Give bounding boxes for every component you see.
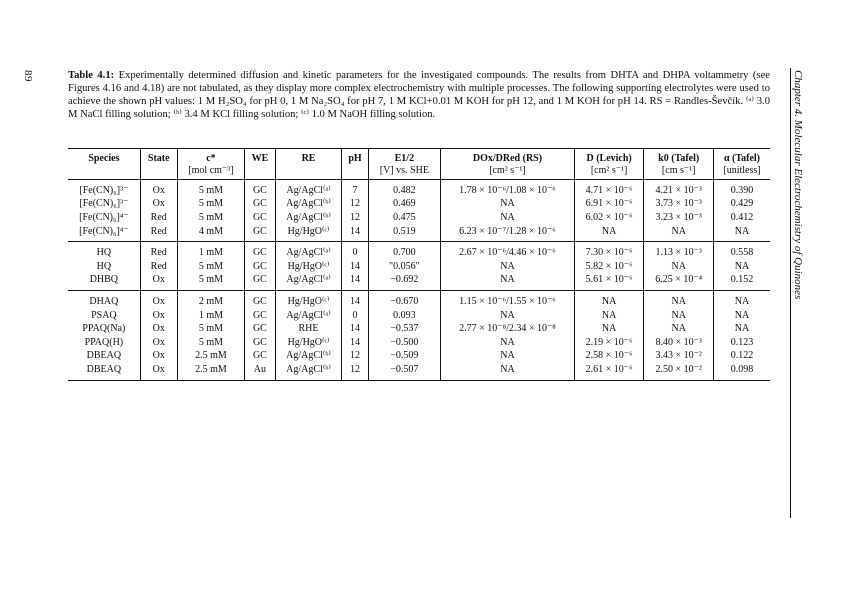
table-cell: 7.30 × 10⁻⁶ — [574, 242, 644, 260]
units-cell — [275, 165, 342, 180]
table-cell: 12 — [342, 198, 368, 212]
table-cell: 2.67 × 10⁻⁶/4.46 × 10⁻⁶ — [441, 242, 575, 260]
table-cell: 7 — [342, 180, 368, 198]
table-cell: 14 — [342, 260, 368, 274]
header-cell: RE — [275, 149, 342, 166]
header-cell: WE — [245, 149, 276, 166]
units-cell: [unitless] — [713, 165, 770, 180]
header-cell: c* — [177, 149, 244, 166]
table-cell: 4.71 × 10⁻⁶ — [574, 180, 644, 198]
table-cell: 14 — [342, 274, 368, 291]
table-cell: 0.152 — [713, 274, 770, 291]
table-cell: 2.19 × 10⁻⁶ — [574, 336, 644, 350]
table-cell: 5 mM — [177, 198, 244, 212]
table-cell: HQ — [68, 242, 140, 260]
table-cell: Ox — [140, 336, 177, 350]
table-cell: 2.77 × 10⁻⁸/2.34 × 10⁻⁸ — [441, 322, 575, 336]
table-cell: Ox — [140, 322, 177, 336]
table-cell: 0.558 — [730, 247, 754, 259]
table-cell: GC — [245, 322, 276, 336]
table-cell: 3.23 × 10⁻³ — [644, 211, 714, 225]
table-cell: RHE — [275, 322, 342, 336]
table-cell: "0.056" — [368, 260, 441, 274]
table-row — [68, 242, 770, 260]
table-cell: 5 mM — [177, 322, 244, 336]
table-cell: Red — [140, 242, 177, 260]
table-cell: Ag/AgCl⁽ᵇ⁾ — [275, 363, 342, 380]
table-cell: 14 — [342, 291, 368, 309]
table-row — [68, 211, 770, 225]
table-cell: PPAQ(H) — [68, 336, 140, 350]
table-cell: Ox — [140, 291, 177, 309]
table-cell: 5 mM — [177, 211, 244, 225]
table-cell: 0.098 — [713, 363, 770, 380]
table-cell: Ox — [140, 198, 177, 212]
table-cell: Ox — [140, 309, 177, 323]
table-cell: 5.82 × 10⁻⁶ — [574, 260, 644, 274]
table-cell: GC — [245, 336, 276, 350]
table-row — [68, 180, 770, 198]
units-cell: [cm² s⁻¹] — [574, 165, 644, 180]
table-cell: NA — [644, 291, 714, 309]
table-cell: Hg/HgO⁽ᶜ⁾ — [275, 336, 342, 350]
table-cell: 4 mM — [177, 225, 244, 242]
table-cell: NA — [644, 322, 714, 336]
caption-text: Experimentally determined diffusion and kinetic parameters for the investigated compounds. The results from DHTA and DHPA voltammetry (see Figures 4.16 and 4.18) are not tabulated, as they display more complex electrochemistry with multiple processes. The following supporting electrolytes were used to achieve the shown pH values: 1 M H₂SO₄ for pH 0, 1 M Na₂SO₄ for pH 7, 1 M KCl+0.01 M KOH for pH 12, and 1 M KOH for pH 14. RS = Randles-Ševčík. ⁽ᵃ⁾ 3.0 M NaCl filling solution; ⁽ᵇ⁾ 3.4 M KCl filling solution; ⁽ᶜ⁾ 1.0 M NaOH filling solution. — [68, 70, 770, 120]
table-cell: −0.509 — [368, 350, 441, 364]
header-cell: Species — [68, 149, 140, 166]
header-cell: State — [140, 149, 177, 166]
units-cell: [V] vs. SHE — [368, 165, 441, 180]
header-cell: DOx/DRed (RS) — [441, 149, 575, 166]
table-cell: HQ — [68, 260, 140, 274]
table-cell: 1 mM — [177, 309, 244, 323]
header-cell: D (Levich) — [574, 149, 644, 166]
table-cell: 12 — [342, 211, 368, 225]
table-cell: 3.43 × 10⁻² — [644, 350, 714, 364]
table-cell: 0.122 — [730, 350, 754, 362]
table-cell: Ag/AgCl⁽ᵃ⁾ — [275, 309, 342, 323]
table-cell: Ag/AgCl⁽ᵃ⁾ — [275, 274, 342, 291]
table-cell: GC — [245, 260, 276, 274]
table-cell: 2.50 × 10⁻² — [644, 363, 714, 380]
table-cell: NA — [574, 322, 644, 336]
table-cell: NA — [574, 291, 644, 309]
table-cell: NA — [734, 295, 750, 307]
table-cell: PPAQ(Na) — [68, 322, 140, 336]
table-cell: 2.5 mM — [177, 350, 244, 364]
table-cell: NA — [441, 274, 575, 291]
table-cell: Red — [140, 260, 177, 274]
table-cell: 0.700 — [368, 242, 441, 260]
table-cell: Ox — [140, 274, 177, 291]
table-cell: 6.91 × 10⁻⁶ — [574, 198, 644, 212]
table-cell: GC — [245, 350, 276, 364]
table-cell: −0.670 — [368, 291, 441, 309]
table-cell: GC — [245, 309, 276, 323]
table-row — [68, 336, 770, 350]
table-cell: NA — [441, 309, 575, 323]
table-cell: 5 mM — [177, 274, 244, 291]
header-row — [68, 149, 770, 166]
table-cell: 5 mM — [177, 260, 244, 274]
table-cell: [Fe(CN)₆]³⁻ — [68, 180, 140, 198]
table-cell: Ox — [140, 363, 177, 380]
table-cell: 14 — [342, 322, 368, 336]
table-row — [68, 198, 770, 212]
table-caption — [68, 70, 770, 122]
table-cell: 5 mM — [177, 180, 244, 198]
table-cell: Ag/AgCl⁽ᵇ⁾ — [275, 198, 342, 212]
table-row — [68, 309, 770, 323]
table-cell: −0.692 — [368, 274, 441, 291]
table-cell: 0.519 — [368, 225, 441, 242]
table-cell: [Fe(CN)₆]³⁻ — [68, 198, 140, 212]
table-cell: Au — [245, 363, 276, 380]
table-cell: NA — [734, 323, 750, 335]
units-cell — [342, 165, 368, 180]
table-cell: 6.23 × 10⁻⁷/1.28 × 10⁻⁶ — [441, 225, 575, 242]
table-cell: NA — [441, 198, 575, 212]
table-cell: GC — [245, 291, 276, 309]
table-cell: 5 mM — [177, 336, 244, 350]
table-cell: 6.02 × 10⁻⁶ — [574, 211, 644, 225]
table-cell: GC — [245, 274, 276, 291]
table-row — [68, 260, 770, 274]
table-cell: NA — [441, 336, 575, 350]
table-cell: 2.58 × 10⁻⁶ — [574, 350, 644, 364]
table-cell: GC — [245, 225, 276, 242]
table-cell: Ag/AgCl⁽ᵇ⁾ — [275, 350, 342, 364]
table-cell: 1.78 × 10⁻⁶/1.08 × 10⁻⁶ — [441, 180, 575, 198]
table-cell: 1.13 × 10⁻³ — [644, 242, 714, 260]
table-cell: Ag/AgCl⁽ᵃ⁾ — [275, 180, 342, 198]
table-cell: NA — [644, 309, 714, 323]
table-cell: −0.500 — [368, 336, 441, 350]
units-cell — [68, 165, 140, 180]
table-cell: 14 — [342, 225, 368, 242]
header-cell: pH — [342, 149, 368, 166]
table-cell: 14 — [342, 336, 368, 350]
table-cell: 1 mM — [177, 242, 244, 260]
table-cell: 4.21 × 10⁻³ — [644, 180, 714, 198]
table-group — [68, 291, 770, 381]
table-cell: Red — [140, 211, 177, 225]
table-row — [68, 322, 770, 336]
table-cell: Red — [140, 225, 177, 242]
table-cell: NA — [574, 225, 644, 242]
units-cell: [cm s⁻¹] — [644, 165, 714, 180]
table-cell: NA — [574, 309, 644, 323]
table-cell: 0.429 — [730, 198, 754, 210]
table-cell: 6.25 × 10⁻⁴ — [644, 274, 714, 291]
table-group — [68, 242, 770, 291]
table-cell: 2.5 mM — [177, 363, 244, 380]
table-cell: 12 — [342, 363, 368, 380]
table-cell: NA — [441, 363, 575, 380]
caption-label: Table 4.1: — [68, 70, 115, 81]
table-cell: NA — [441, 260, 575, 274]
table-cell: DBEAQ — [68, 363, 140, 380]
header-cell: E1/2 — [368, 149, 441, 166]
table-cell: 8.40 × 10⁻³ — [644, 336, 714, 350]
table-cell: NA — [441, 350, 575, 364]
table-cell: 0.469 — [368, 198, 441, 212]
table-row — [68, 363, 770, 380]
running-head-rule — [790, 68, 791, 518]
table-cell: 0.482 — [368, 180, 441, 198]
table-row — [68, 225, 770, 242]
running-head: Chapter 4. Molecular Electrochemistry of Quinones — [792, 70, 804, 300]
table-cell: [Fe(CN)₆]⁴⁻ — [68, 211, 140, 225]
table-cell: PSAQ — [68, 309, 140, 323]
table-cell: 0.123 — [730, 336, 754, 348]
table-cell: [Fe(CN)₆]⁴⁻ — [68, 225, 140, 242]
table-cell: GC — [245, 211, 276, 225]
table-cell: Hg/HgO⁽ᶜ⁾ — [275, 291, 342, 309]
page-number: 89 — [22, 70, 34, 82]
table-cell: 0.390 — [730, 184, 754, 196]
table-row — [68, 274, 770, 291]
table-row — [68, 350, 770, 364]
table-cell: GC — [245, 198, 276, 212]
table-group — [68, 180, 770, 242]
units-cell — [245, 165, 276, 180]
table-cell: Hg/HgO⁽ᶜ⁾ — [275, 225, 342, 242]
table-cell: 5.61 × 10⁻⁶ — [574, 274, 644, 291]
table-cell: NA — [644, 260, 714, 274]
units-cell — [140, 165, 177, 180]
table-cell: 12 — [342, 350, 368, 364]
table-cell: 0.412 — [730, 211, 754, 223]
table-cell: 1.15 × 10⁻⁶/1.55 × 10⁻⁶ — [441, 291, 575, 309]
table-cell: DBEAQ — [68, 350, 140, 364]
units-cell: [cm² s⁻¹] — [441, 165, 575, 180]
header-cell: α (Tafel) — [713, 149, 770, 166]
table-cell: Ox — [140, 350, 177, 364]
table-cell: Ag/AgCl⁽ᵃ⁾ — [275, 242, 342, 260]
header-cell: k0 (Tafel) — [644, 149, 714, 166]
table-cell: 2 mM — [177, 291, 244, 309]
table-cell: NA — [441, 211, 575, 225]
table-cell: NA — [734, 260, 750, 272]
table-cell: −0.537 — [368, 322, 441, 336]
table-cell: 0 — [342, 309, 368, 323]
table-cell: GC — [245, 242, 276, 260]
table-cell: NA — [644, 225, 714, 242]
table-cell: Hg/HgO⁽ᶜ⁾ — [275, 260, 342, 274]
units-cell: [mol cm⁻³] — [177, 165, 244, 180]
table-cell: 0 — [342, 242, 368, 260]
table-cell: DHAQ — [68, 291, 140, 309]
table-cell: GC — [245, 180, 276, 198]
table-cell: 3.73 × 10⁻³ — [644, 198, 714, 212]
units-row — [68, 165, 770, 180]
table-cell: Ox — [140, 180, 177, 198]
table-row — [68, 291, 770, 309]
table-cell: DHBQ — [68, 274, 140, 291]
table-cell: 2.61 × 10⁻⁶ — [574, 363, 644, 380]
table-cell: NA — [734, 309, 750, 321]
table-cell: 0.475 — [368, 211, 441, 225]
table-cell: NA — [713, 225, 770, 242]
table-cell: 0.093 — [368, 309, 441, 323]
table-cell: −0.507 — [368, 363, 441, 380]
parameters-table — [68, 148, 770, 381]
table-cell: Ag/AgCl⁽ᵇ⁾ — [275, 211, 342, 225]
